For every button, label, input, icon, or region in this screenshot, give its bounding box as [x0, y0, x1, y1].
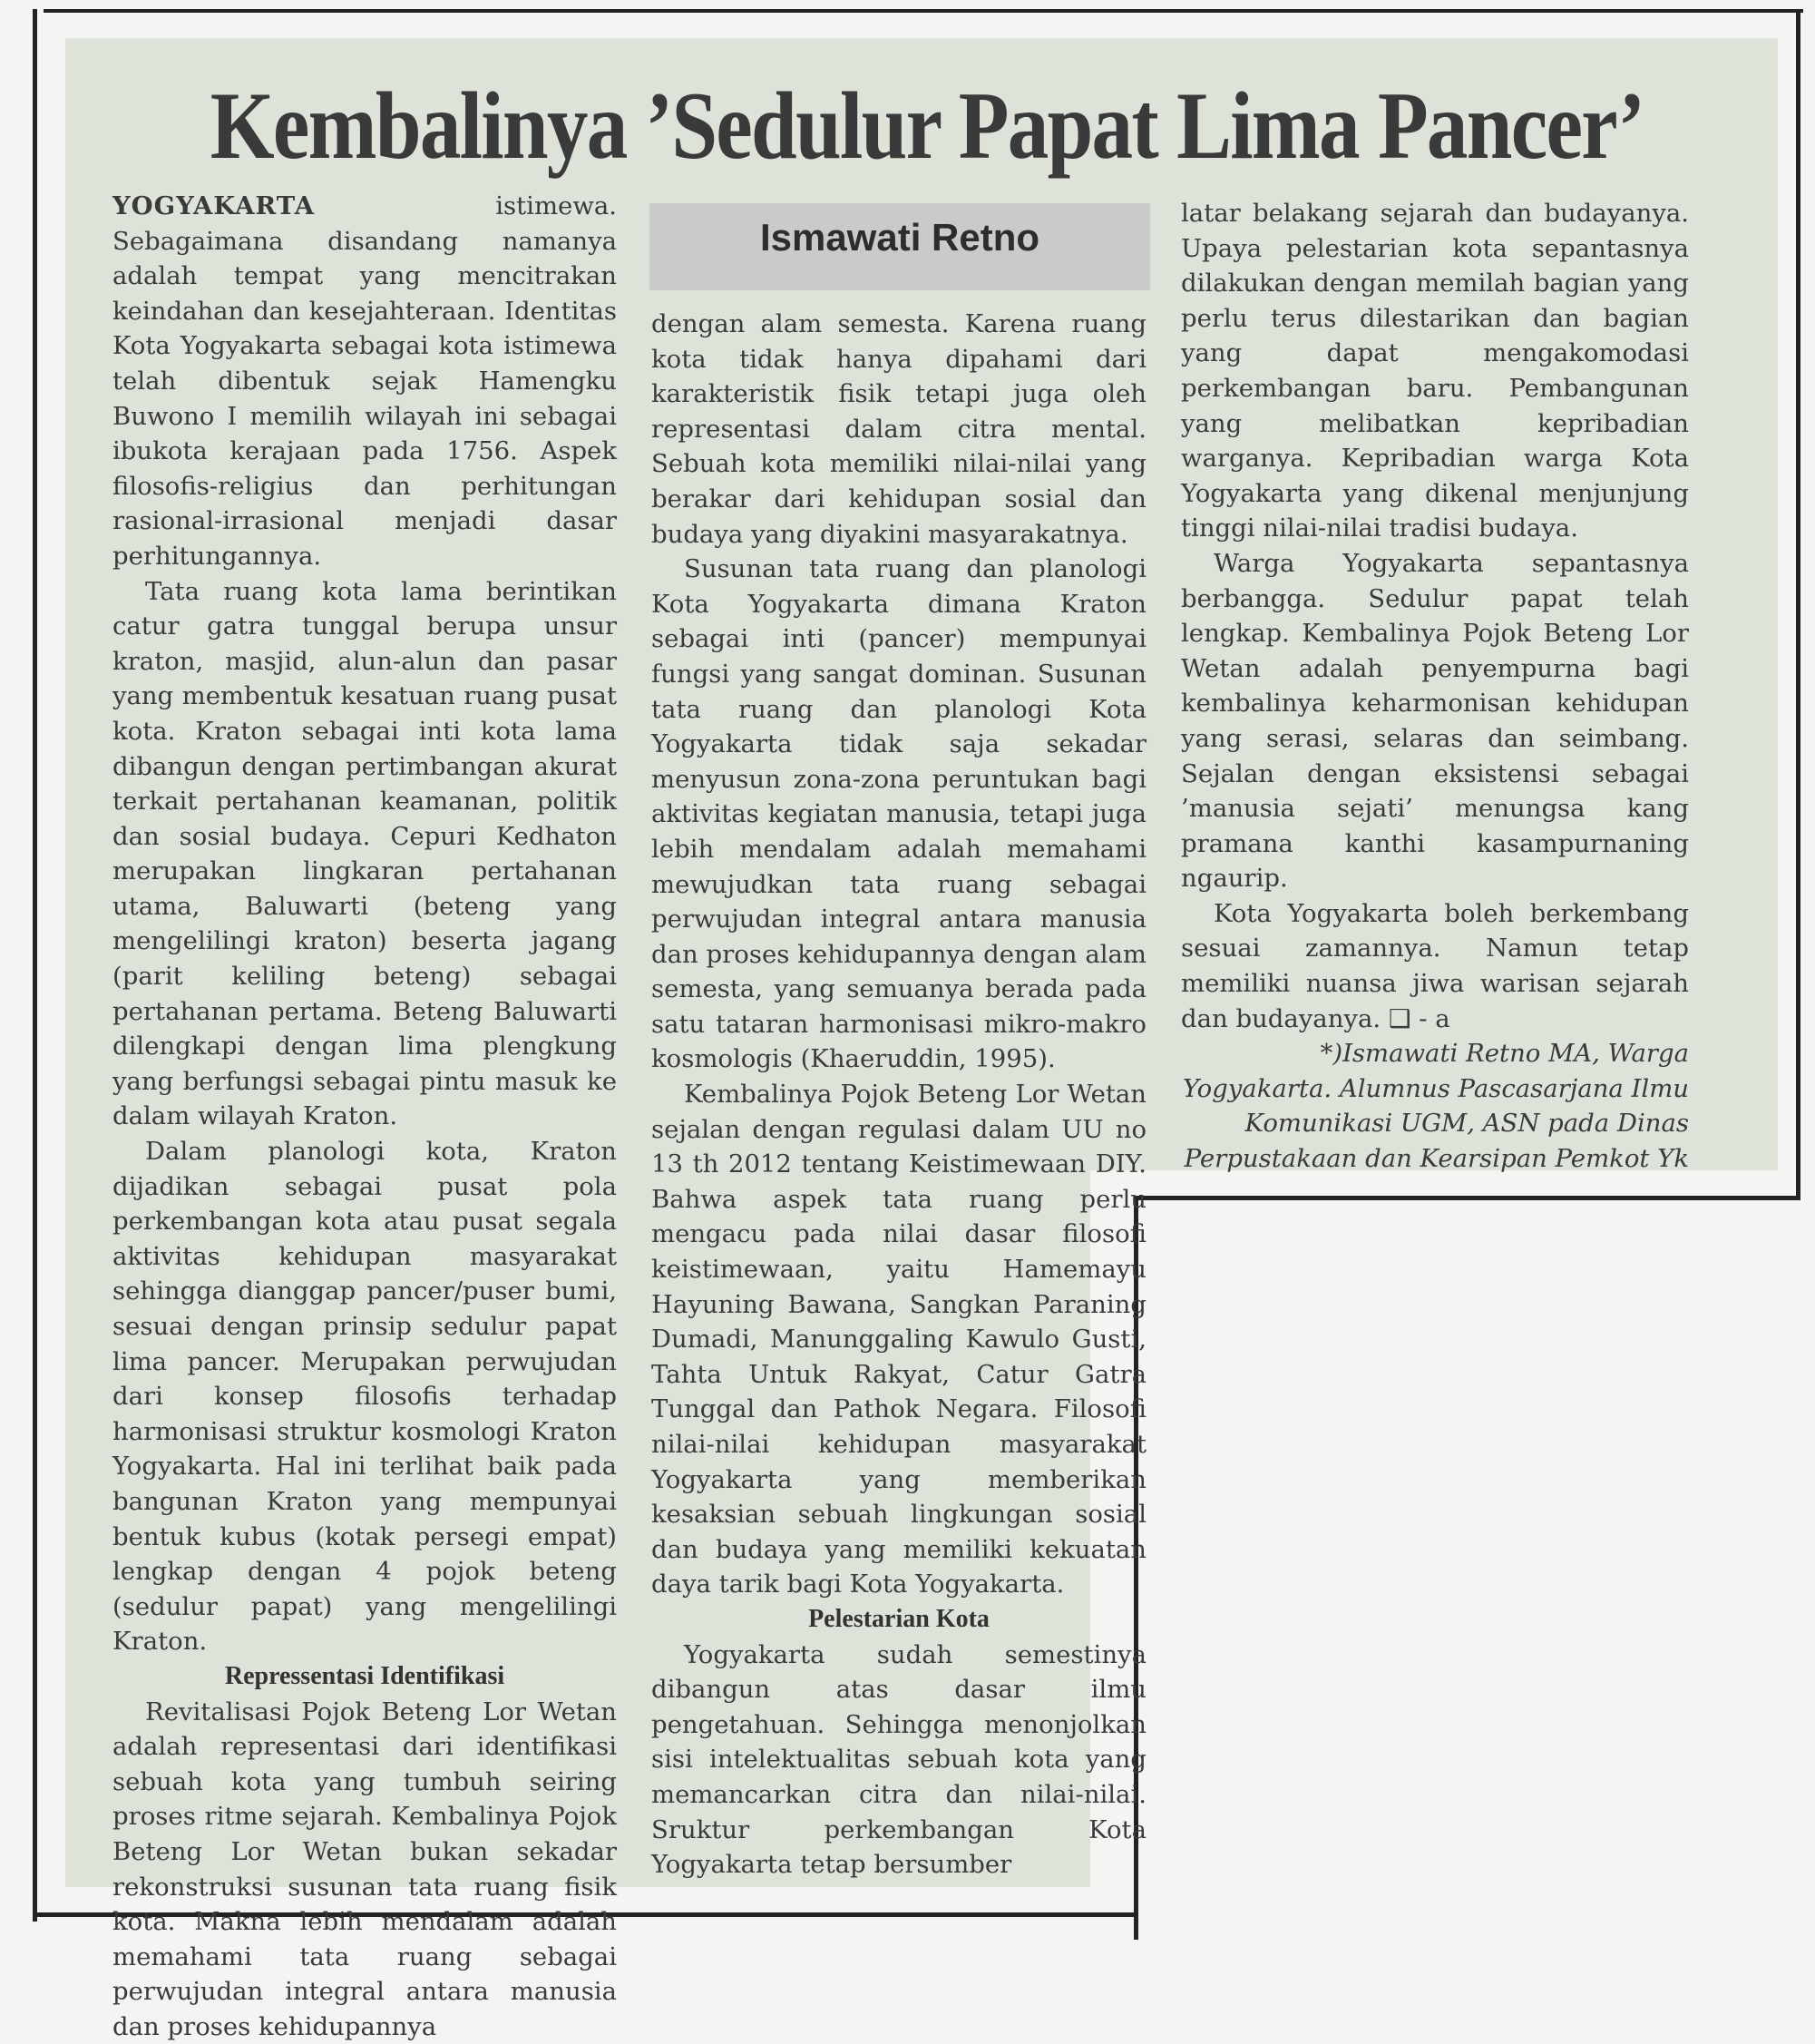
- paragraph: Susunan tata ruang dan planologi Kota Yogyakarta dimana Kraton sebagai inti (pancer) mempunyai fungsi yang sangat dominan. Susunan tata ruang dan planologi Kota Yogyakarta tidak saja sekadar menyusun zona-zona peruntukan bagi aktivitas kegiatan manusia, tetapi juga lebih mendalam adalah memahami mewujudkan tata ruang sebagai perwujudan integral antara manusia dan proses kehidupannya dengan alam semesta, yang semuanya berada pada satu tataran harmonisasi mikro-makro kosmologis (Khaeruddin, 1995).: [651, 554, 1147, 1074]
- paragraph: Kembalinya Pojok Beteng Lor Wetan sejalan dengan regulasi dalam UU no 13 th 2012 tentang Keistimewaan DIY. Bahwa aspek tata ruang perlu mengacu pada nilai dasar filosofi keistimewaan, yaitu Hamemayu Hayuning Bawana, Sangkan Paraning Dumadi, Manunggaling Kawulo Gusti, Tahta Untuk Rakyat, Catur Gatra Tunggal dan Pathok Negara. Filosofi nilai-nilai kehidupan masyarakat Yogyakarta yang memberikan kesaksian sebuah lingkungan sosial dan budaya yang memiliki kekuatan daya tarik bagi Kota Yogyakarta.: [651, 1080, 1147, 1599]
- paragraph: dengan alam semesta. Karena ruang kota tidak hanya dipahami dari karakteristik fisik tetapi juga oleh representasi dalam citra mental. Sebuah kota memiliki nilai-nilai yang berakar dari kehidupan sosial dan budaya yang diyakini masyarakatnya.: [651, 309, 1147, 549]
- article-title: Kembalinya ’Sedulur Papat Lima Pancer’: [210, 73, 1644, 179]
- column-2: [651, 307, 1147, 1883]
- author-signature: *)Ismawati Retno MA, Warga Yogyakarta. Alumnus Pascasarjana Ilmu Komunikasi UGM, ASN pada Dinas Perpustakaan dan Kearsipan Pemkot Yk: [1182, 1039, 1689, 1174]
- paragraph: Warga Yogyakarta sepantasnya berbangga. Sedulur papat telah lengkap. Kembalinya Pojok Beteng Lor Wetan adalah penyempurna bagi kembalinya keharmonisan kehidupan yang serasi, selaras dan seimbang. Sejalan dengan eksistensi sebagai ’manusia sejati’ menungsa kang pramana kanthi kasampurnaning ngaurip.: [1181, 548, 1689, 894]
- paragraph: Dalam planologi kota, Kraton dijadikan sebagai pusat pola perkembangan kota atau pusat segala aktivitas kehidupan masyarakat sehingga dianggap pancer/puser bumi, sesuai dengan prinsip sedulur papat lima pancer. Merupakan perwujudan dari konsep filosofis terhadap harmonisasi struktur kosmologi Kraton Yogyakarta. Hal ini terlihat baik pada bangunan Kraton yang mempunyai bentuk kubus (kotak persegi empat) lengkap dengan 4 pojok beteng (sedulur papat) yang mengelilingi Kraton.: [112, 1137, 617, 1657]
- column-3: [1181, 196, 1689, 1177]
- author-name: Ismawati Retno: [759, 216, 1040, 259]
- frame-line-middle: [1134, 1196, 1800, 1200]
- paragraph: Kota Yogyakarta boleh berkembang sesuai zamannya. Namun tetap memiliki nuansa jiwa warisan sejarah dan budayanya. ❑ - a: [1181, 898, 1689, 1033]
- frame-line-right: [1796, 9, 1800, 1199]
- paragraph: latar belakang sejarah dan budayanya. Upaya pelestarian kota sepantasnya dilakukan dengan memilah bagian yang perlu terus dilestarikan dan bagian yang dapat mengakomodasi perkembangan baru. Pembangunan yang melibatkan kepribadian warganya. Kepribadian warga Kota Yogyakarta yang dikenal menjunjung tinggi nilai-nilai tradisi budaya.: [1181, 199, 1689, 543]
- subheading-pelestarian: Pelestarian Kota: [808, 1604, 990, 1633]
- paragraph: Yogyakarta sudah semestinya dibangun atas dasar ilmu pengetahuan. Sehingga menonjolkan sisi intelektualitas sebuah kota yang memancarkan citra dan nilai-nilai. Sruktur perkembangan Kota Yogyakarta tetap bersumber: [651, 1639, 1147, 1880]
- dateline: YOGYAKARTA: [112, 191, 316, 220]
- paragraph: Revitalisasi Pojok Beteng Lor Wetan adalah representasi dari identifikasi sebuah kota yang tumbuh seiring proses ritme sejarah. Kembalinya Pojok Beteng Lor Wetan bukan sekadar rekonstruksi susunan tata ruang fisik kota. Makna lebih mendalam adalah memahami tata ruang sebagai perwujudan integral antara manusia dan proses kehidupannya: [112, 1697, 617, 2041]
- lead-text: istimewa. Sebagaimana disandang namanya adalah tempat yang mencitrakan keindahan dan kesejahteraan. Identitas Kota Yogyakarta sebagai kota istimewa telah dibentuk sejak Hamengku Buwono I memilih wilayah ini sebagai ibukota kerajaan pada 1756. Aspek filosofis-religius dan perhitungan rasional-irrasional menjadi dasar perhitungannya.: [112, 191, 617, 571]
- paragraph: Tata ruang kota lama berintikan catur gatra tunggal berupa unsur kraton, masjid, alun-alun dan pasar yang membentuk kesatuan ruang pusat kota. Kraton sebagai inti kota lama dibangun dengan pertimbangan akurat terkait pertahanan keamanan, politik dan sosial budaya. Cepuri Kedhaton merupakan lingkaran pertahanan utama, Baluwarti (beteng yang mengelilingi kraton) beserta jagang (parit keliling beteng) sebagai pertahanan pertama. Beteng Baluwarti dilengkapi dengan lima plengkung yang berfungsi sebagai pintu masuk ke dalam wilayah Kraton.: [112, 576, 617, 1131]
- frame-line-left: [33, 9, 37, 1922]
- column-1: [112, 189, 617, 2044]
- frame-line-top: [44, 9, 1803, 13]
- subheading-representasi: Repressentasi Identifikasi: [224, 1661, 505, 1690]
- paragraph-lead: [112, 189, 617, 574]
